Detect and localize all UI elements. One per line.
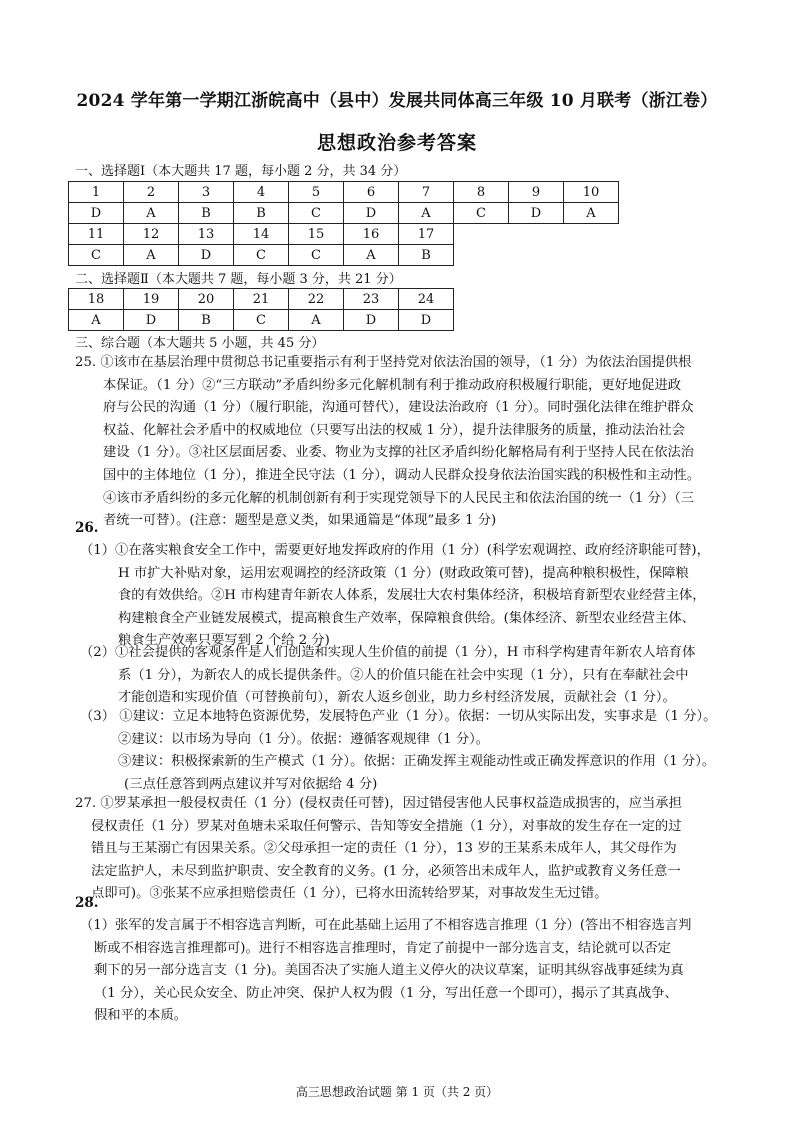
section1-heading: 一、选择题Ⅰ（本大题共 17 题，每小题 2 分，共 34 分） (75, 164, 407, 179)
q28-line: （1 分），关心民众安全、防止冲突、保护人权为假（1 分，写出任意一个即可），揭示了其真战争、 (94, 985, 678, 1001)
q25-line: 本保证。（1 分）②“三方联动”矛盾纠纷多元化解机制有利于推动政府积极履行职能，更好地促进政 (103, 377, 682, 393)
q26-part3 (80, 706, 730, 796)
q26-line: H 市扩大补贴对象，运用宏观调控的经济政策（1 分）(财政政策可替)，提高种粮积极性，保障粮 (118, 565, 689, 581)
choice2-num: 18 (69, 289, 124, 310)
choice2-num: 19 (124, 289, 179, 310)
choice2-table (68, 288, 454, 331)
choice1-answer: C (289, 203, 344, 224)
choice1-answer: B (399, 245, 454, 266)
choice1-answer: A (124, 203, 179, 224)
choice2-answer: C (234, 310, 289, 331)
choice1-answer: C (289, 245, 344, 266)
choice2-num: 20 (179, 289, 234, 310)
choice1-row-answers (69, 203, 619, 224)
answer-key-title: 思想政治参考答案 (316, 132, 477, 154)
choice1-row-numbers (69, 224, 454, 245)
choice2-num: 21 (234, 289, 289, 310)
choice1-table (68, 181, 619, 224)
choice1-num: 17 (399, 224, 454, 245)
section2-heading: 二、选择题Ⅱ（本大题共 7 题，每小题 3 分，共 21 分） (75, 272, 402, 287)
q25-line: 权益、化解社会矛盾中的权威地位（只要写出法的权威 1 分），提升法律服务的质量，推动法治社会 (103, 422, 686, 438)
choice1-num: 14 (234, 224, 289, 245)
choice1-answer: D (344, 203, 399, 224)
q27-line: 27. ①罗某承担一般侵权责任（1 分）(侵权责任可替)，因过错侵害他人民事权益造成损害的，应当承担 (75, 796, 682, 811)
choice1-answer: A (344, 245, 399, 266)
choice2-num: 22 (289, 289, 344, 310)
choice2-num: 24 (399, 289, 454, 310)
q25-answer (75, 352, 725, 533)
q27-line: 错且与王某溺亡有因果关系。②父母承担一定的责任（1 分），13 岁的王某系未成年人，其父母作为 (91, 841, 677, 857)
q26-line: 系（1 分），为新农人的成长提供条件。②人的价值只能在社会中实现（1 分），只有在奉献社会中 (118, 667, 689, 683)
choice1-num: 15 (289, 224, 344, 245)
q25-line: ④该市矛盾纠纷的多元化解的机制创新有利于实现党领导下的人民民主和依法治国的统一（1 分）（三 (103, 490, 695, 506)
choice2-answer: B (179, 310, 234, 331)
choice1-num: 4 (234, 182, 289, 203)
q26-line: 才能创造和实现价值（可替换前句），新农人返乡创业，助力乡村经济发展，贡献社会（1 分）。 (118, 690, 676, 706)
q26-line: (三点任意答到两点建议并写对依据给 4 分) (124, 776, 378, 792)
choice2-answer: D (124, 310, 179, 331)
choice1-answer: D (509, 203, 564, 224)
q28-line: 剩下的另一部分选言支（1 分)。美国否决了实施人道主义停火的决议草案，证明其纵容战事延续为真 (94, 963, 684, 979)
q27-line: 法定监护人，未尽到监护职责、安全教育的义务。(1 分，必须答出未成年人，监护或教育义务任意一 (91, 863, 681, 879)
q25-line: 建设（1 分）。③社区层面居委、业委、物业为支撑的社区矛盾纠纷化解格局有利于坚持人民在依法治 (103, 445, 695, 461)
q25-line: 者统一可替）。(注意：题型是意义类，如果通篇是“体现”最多 1 分) (103, 513, 497, 529)
page-footer: 高三思想政治试题 第 1 页（共 2 页） (295, 1085, 499, 1099)
q28-line: （1）张军的发言属于不相容选言判断，可在此基础上运用了不相容选言推理（1 分）(答出不相容选言判 (80, 918, 692, 933)
q28-line: 断或不相容选言推理都可)。进行不相容选言推理时，肯定了前提中一部分选言支，结论就可以否定 (94, 940, 671, 956)
q26-line: 构建粮食全产业链发展模式，提高粮食生产效率，保障粮食供给。(集体经济、新型农业经营主体、 (118, 610, 695, 626)
choice1-num: 11 (69, 224, 124, 245)
q25-line: 国中的主体地位（1 分），推进全民守法（1 分），调动人民群众投身依法治国实践的积极性和主动性。 (103, 467, 701, 483)
choice2-answer: D (399, 310, 454, 331)
choice2-answer: A (69, 310, 124, 331)
exam-title: 2024 学年第一学期江浙皖高中（县中）发展共同体高三年级 10 月联考（浙江卷） (76, 91, 718, 111)
q28-line: 假和平的本质。 (94, 1008, 188, 1024)
q26-line: （3） ①建议：立足本地特色资源优势，发展特色产业（1 分）。依据：一切从实际出发，实事求是（1 分）。 (80, 709, 717, 724)
choice2-row-numbers (69, 289, 454, 310)
choice1-answer: D (179, 245, 234, 266)
choice1-answer: C (234, 245, 289, 266)
choice1-answer: D (69, 203, 124, 224)
choice2-row-answers (69, 310, 454, 331)
choice1-row-numbers (69, 182, 619, 203)
q27-line: 侵权责任（1 分）罗某对鱼塘未采取任何警示、告知等安全措施（1 分），对事故的发生存在一定的过 (91, 818, 682, 834)
q27-answer (75, 793, 725, 906)
q26-line: ③建议：积极探索新的生产模式（1 分）。依据：正确发挥主观能动性或正确发挥意识的作用（1 分）。 (118, 754, 716, 770)
q26-line: 食的有效供给。②H 市构建青年新农人体系，发展壮大农村集体经济，积极培育新型农业经营主体， (118, 588, 706, 604)
choice1-num: 13 (179, 224, 234, 245)
q28-part1 (80, 915, 730, 1028)
choice1-num: 8 (454, 182, 509, 203)
choice1-num: 7 (399, 182, 454, 203)
choice1-answer: A (564, 203, 619, 224)
choice1-num: 5 (289, 182, 344, 203)
choice1-answer: A (399, 203, 454, 224)
q26-number: 26. (75, 520, 99, 536)
choice2-answer: A (289, 310, 344, 331)
choice1-num: 6 (344, 182, 399, 203)
choice1-row-answers (69, 245, 454, 266)
choice1-answer: C (454, 203, 509, 224)
choice1-num: 12 (124, 224, 179, 245)
q26-part1 (80, 540, 730, 653)
q26-part2 (80, 642, 730, 710)
choice2-answer: D (344, 310, 399, 331)
choice1-answer: A (124, 245, 179, 266)
choice1-num: 3 (179, 182, 234, 203)
q26-line: ②建议：以市场为导向（1 分）。依据：遵循客观规律（1 分）。 (118, 731, 490, 747)
choice1-num: 10 (564, 182, 619, 203)
q26-line: （2）①社会提供的客观条件是人们创造和实现人生价值的前提（1 分），H 市科学构建青年新农人培育体 (80, 645, 696, 660)
choice2-num: 23 (344, 289, 399, 310)
choice1-answer: B (234, 203, 289, 224)
q27-line: 点即可)。③张某不应承担赔偿责任（1 分），已将水田流转给罗某，对事故发生无过错。 (91, 886, 608, 902)
choice1-num: 2 (124, 182, 179, 203)
choice1-num: 1 (69, 182, 124, 203)
choice1-table-2 (68, 223, 454, 266)
section3-heading: 三、综合题（本大题共 5 小题，共 45 分） (75, 336, 325, 351)
q26-line: 粮食生产效率只要写到 2 个给 2 分) (118, 633, 330, 649)
choice1-answer: B (179, 203, 234, 224)
q26-line: （1）①在落实粮食安全工作中，需要更好地发挥政府的作用（1 分）(科学宏观调控、政府经济职能可替)， (80, 543, 710, 558)
choice1-num: 9 (509, 182, 564, 203)
choice1-answer: C (69, 245, 124, 266)
q28-number: 28. (75, 895, 99, 911)
q25-line: 府与公民的沟通（1 分）（履行职能，沟通可替代），建设法治政府（1 分）。同时强化法律在维护群众 (103, 400, 694, 416)
choice1-num: 16 (344, 224, 399, 245)
q25-line: 25. ①该市在基层治理中贯彻总书记重要指示有利于坚持党对依法治国的领导，（1 分）为依法治国提供根 (75, 355, 692, 370)
